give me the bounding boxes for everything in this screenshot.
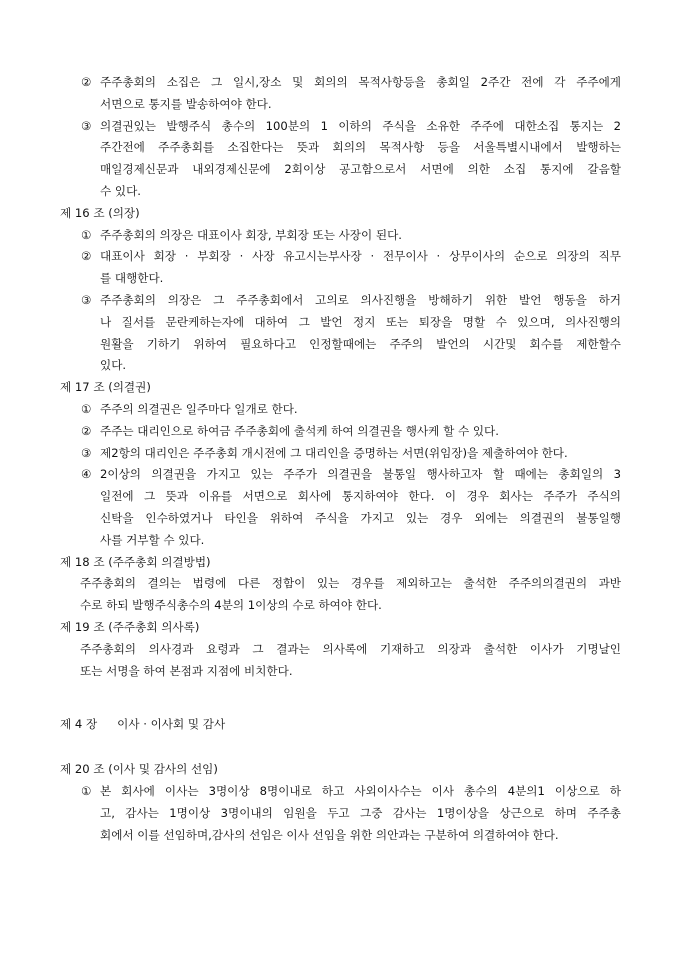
clause-item <box>0 781 680 846</box>
clause-text: 주주는 대리인으로 하여금 주주총회에 출석케 하여 의결권을 행사케 할 수 있다. <box>100 423 499 438</box>
clause-text: 대표이사 회장 · 부회장 · 사장 유고시는부사장 · 전무이사 · 상무이사의 순으로 의장의 직무 <box>100 249 621 264</box>
clause-first-line <box>0 421 680 443</box>
clause-first-line <box>0 116 680 138</box>
clause-text: 를 대행한다. <box>100 271 164 286</box>
body-line <box>0 639 680 661</box>
clause-continuation-line <box>0 334 680 356</box>
clause-text: 본 회사에 이사는 3명이상 8명이내로 하고 사외이사수는 이사 총수의 4분의1 이상으로 하 <box>100 783 621 798</box>
clause-text: 고, 감사는 1명이상 3명이내의 임원을 두고 그중 감사는 1명이상을 상근으로 하며 주주총 <box>100 805 621 820</box>
clause-item <box>0 246 680 290</box>
clause-first-line <box>0 225 680 247</box>
clause-first-line <box>0 290 680 312</box>
clause-continuation-line <box>0 137 680 159</box>
body-line <box>0 661 680 683</box>
clause-item <box>0 399 680 421</box>
clause-continuation-line <box>0 530 680 552</box>
section-spacer <box>0 682 680 714</box>
article-heading: 제 17 조 (의결권) <box>60 380 151 395</box>
clause-text: 매일경제신문과 내외경제신문에 2회이상 공고함으로서 서면에 의한 소집 통지에 갈음할 <box>100 162 621 177</box>
clause-first-line <box>0 464 680 486</box>
clause-text: 의결권있는 발행주식 총수의 100분의 1 이하의 주식을 소유한 주주에 대한소집 통지는 2 <box>100 118 621 133</box>
clause-number: ① <box>81 401 92 416</box>
clause-text: 수 있다. <box>100 183 141 198</box>
clause-text: 주주총회의 소집은 그 일시,장소 및 회의의 목적사항등을 총회일 2주간 전에 각 주주에게 <box>100 75 621 89</box>
article-heading: 제 20 조 (이사 및 감사의 선임) <box>60 762 218 777</box>
chapter-heading <box>0 714 680 736</box>
article-body <box>0 639 680 683</box>
clause-text: 서면으로 통지를 발송하여야 한다. <box>100 96 272 111</box>
clause-item <box>0 443 680 465</box>
clause-continuation-line <box>0 94 680 116</box>
clause-text: 사를 거부할 수 있다. <box>100 532 205 547</box>
body-line <box>0 595 680 617</box>
clause-item <box>0 72 680 116</box>
clause-item <box>0 421 680 443</box>
section-spacer <box>0 736 680 759</box>
clause-text: 일전에 그 뜻과 이유를 서면으로 회사에 통지하여야 한다. 이 경우 회사는 주주가 주식의 <box>100 489 621 504</box>
clause-continuation-line <box>0 508 680 530</box>
article-body <box>0 573 680 617</box>
clause-text: 나 질서를 문란케하는자에 대하여 그 발언 정지 또는 퇴장을 명할 수 있으며, 의사진행의 <box>100 314 621 329</box>
clause-continuation-line <box>0 355 680 377</box>
body-line <box>0 573 680 595</box>
clause-text: 주간전에 주주총회를 소집한다는 뜻과 회의의 목적사항 등을 서울특별시내에서 발행하는 <box>100 140 621 155</box>
body-text: 주주총회의 결의는 법령에 다른 정함이 있는 경우를 제외하고는 출석한 주주의의결권의 과반 <box>80 576 621 591</box>
body-text: 또는 서명을 하여 본점과 지점에 비치한다. <box>80 663 293 678</box>
clause-text: 주주의 의결권은 일주마다 일개로 한다. <box>100 401 298 416</box>
clause-number: ① <box>81 783 92 798</box>
clause-continuation-line <box>0 312 680 334</box>
article-heading: 제 18 조 (주주총회 의결방법) <box>60 554 211 569</box>
clause-number: ② <box>81 75 92 89</box>
clause-text: 있다. <box>100 358 127 373</box>
clause-first-line <box>0 399 680 421</box>
clause-text: 제2항의 대리인은 주주총회 개시전에 그 대리인을 증명하는 서면(위임장)을 제출하여야 한다. <box>100 445 568 460</box>
clause-continuation-line <box>0 268 680 290</box>
clause-text: 회에서 이를 선임하며,감사의 선임은 이사 선임을 위한 의안과는 구분하여 의결하여야 한다. <box>100 827 559 842</box>
clause-number: ② <box>81 249 92 264</box>
clause-number: ③ <box>81 118 92 133</box>
clause-number: ② <box>81 423 92 438</box>
article-heading: 제 19 조 (주주총회 의사록) <box>60 619 200 634</box>
clause-item <box>0 225 680 247</box>
chapter-title: 이사 · 이사회 및 감사 <box>117 717 226 732</box>
clause-item <box>0 290 680 377</box>
clause-continuation-line <box>0 159 680 181</box>
clause-first-line <box>0 246 680 268</box>
clause-number: ④ <box>81 467 92 482</box>
clause-continuation-line <box>0 181 680 203</box>
clause-continuation-line <box>0 803 680 825</box>
article-heading: 제 16 조 (의장) <box>60 205 140 220</box>
clause-item <box>0 464 680 551</box>
clause-continuation-line <box>0 486 680 508</box>
body-text: 주주총회의 의사경과 요령과 그 결과는 의사록에 기재하고 의장과 출석한 이사가 기명날인 <box>80 641 621 656</box>
document-page <box>0 72 680 846</box>
clause-number: ③ <box>81 292 92 307</box>
clause-text: 신탁을 인수하였거나 타인을 위하여 주식을 가지고 있는 경우 외에는 의결권의 불통일행 <box>100 510 621 525</box>
clause-number: ① <box>81 227 92 242</box>
clause-text: 주주총회의 의장은 그 주주총회에서 고의로 의사진행을 방해하기 위한 발언 행동을 하거 <box>100 292 621 307</box>
clause-number: ③ <box>81 445 92 460</box>
clause-continuation-line <box>0 825 680 847</box>
clause-text: 원활을 기하기 위하여 필요하다고 인정할때에는 주주의 발언의 시간및 회수를 제한할수 <box>100 336 621 351</box>
chapter-number: 제 4 장 <box>60 717 98 732</box>
body-text: 수로 하되 발행주식총수의 4분의 1이상의 수로 하여야 한다. <box>80 598 382 613</box>
clause-text: 2이상의 의결권을 가지고 있는 주주가 의결권을 불통일 행사하고자 할 때에는 총회일의 3 <box>100 467 621 482</box>
clause-item <box>0 116 680 203</box>
clause-text: 주주총회의 의장은 대표이사 회장, 부회장 또는 사장이 된다. <box>100 227 402 242</box>
clause-first-line <box>0 781 680 803</box>
clause-first-line <box>0 443 680 465</box>
clause-first-line <box>0 72 680 94</box>
